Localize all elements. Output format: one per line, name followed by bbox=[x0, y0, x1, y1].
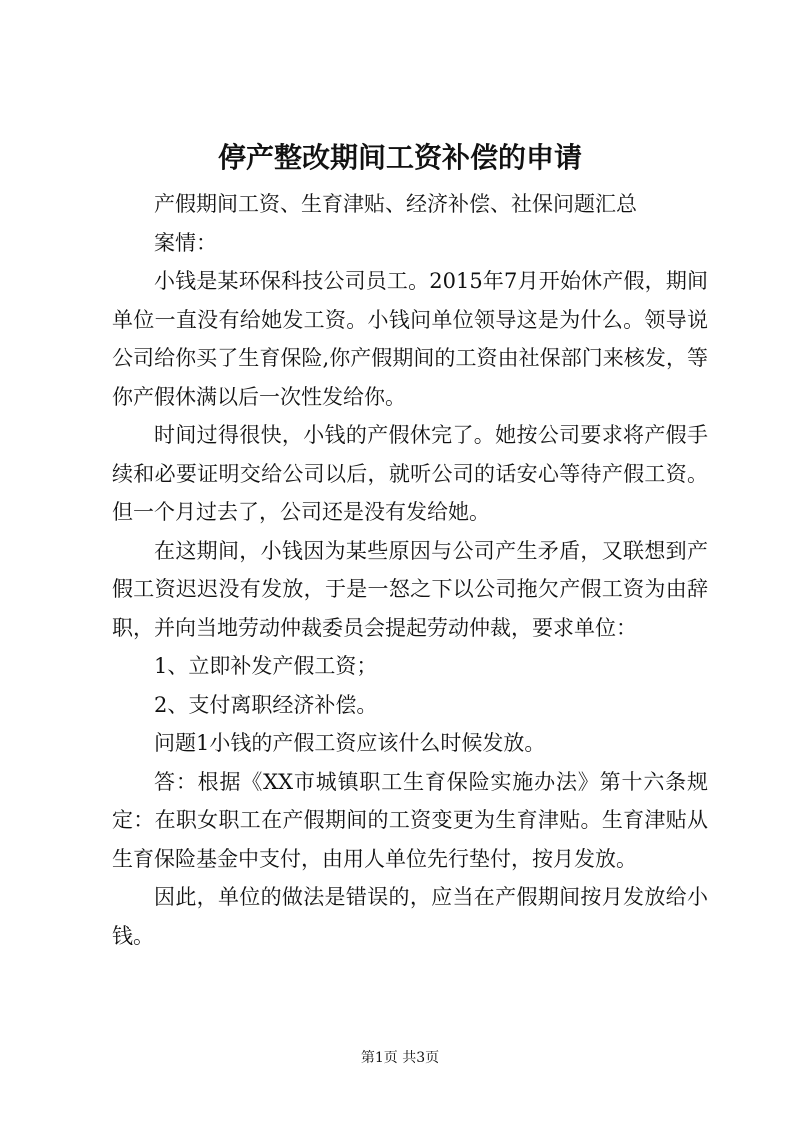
paragraph-demand-2: 2、支付离职经济补偿。 bbox=[154, 692, 378, 717]
paragraph-resignation: 在这期间，小钱因为某些原因与公司产生矛盾，又联想到产假工资迟迟没有发放，于是一怒之下以公司拖欠产假工资为由辞职，并向当地劳动仲裁委员会提起劳动仲裁，要求单位： bbox=[112, 538, 708, 640]
paragraph-case-intro: 小钱是某环保科技公司员工。2015年7月开始休产假，期间单位一直没有给她发工资。小钱问单位领导这是为什么。领导说公司给你买了生育保险,你产假期间的工资由社保部门来核发，等你产假休满以后一次性发给你。 bbox=[112, 269, 708, 409]
paragraph-case-label: 案情： bbox=[154, 230, 217, 255]
document-title: 停产整改期间工资补偿的申请 bbox=[217, 141, 582, 174]
page-number-footer: 第1页 共3页 bbox=[360, 1050, 440, 1066]
paragraph-answer: 答：根据《XX市城镇职工生育保险实施办法》第十六条规定：在职女职工在产假期间的工资变更为生育津贴。生育津贴从生育保险基金中支付，由用人单位先行垫付，按月发放。 bbox=[112, 769, 708, 871]
document-body bbox=[112, 185, 708, 955]
paragraph-question-1: 问题1小钱的产假工资应该什么时候发放。 bbox=[154, 731, 546, 755]
paragraph-leave-ended: 时间过得很快，小钱的产假休完了。她按公司要求将产假手续和必要证明交给公司以后，就听公司的话安心等待产假工资。但一个月过去了，公司还是没有发给她。 bbox=[112, 423, 708, 524]
paragraph-conclusion: 因此，单位的做法是错误的，应当在产假期间按月发放给小钱。 bbox=[112, 885, 708, 948]
paragraph-summary-heading: 产假期间工资、生育津贴、经济补偿、社保问题汇总 bbox=[154, 192, 637, 216]
paragraph-demand-1: 1、立即补发产假工资； bbox=[154, 654, 378, 678]
